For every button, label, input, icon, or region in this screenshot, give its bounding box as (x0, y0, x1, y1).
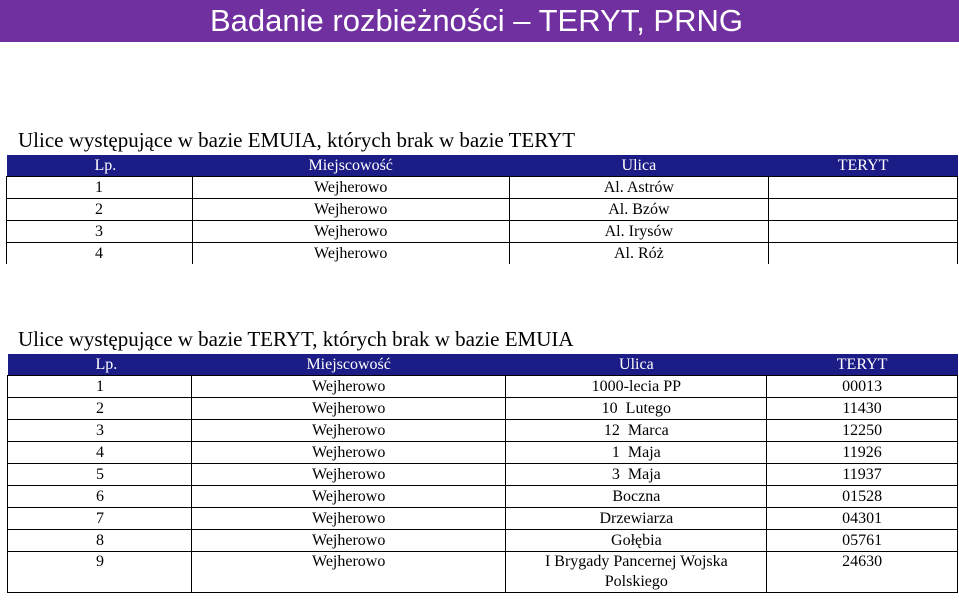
cell-lp: 4 (7, 243, 193, 265)
table-row (8, 552, 958, 593)
table-emuia-missing-in-teryt (6, 155, 958, 264)
section1-heading: Ulice występujące w bazie EMUIA, których brak w bazie TERYT (18, 128, 576, 152)
cell-teryt (769, 177, 958, 199)
col-header-lp: Lp. (7, 155, 193, 177)
cell-lp: 3 (8, 420, 192, 442)
cell-teryt (769, 243, 958, 265)
cell-lp: 1 (7, 177, 193, 199)
table-row (7, 177, 958, 199)
table-row (8, 464, 958, 486)
cell-lp: 3 (7, 221, 193, 243)
cell-teryt (769, 221, 958, 243)
cell-lp: 2 (8, 398, 192, 420)
table-header-row (8, 354, 958, 376)
cell-ulica: 10 Lutego (506, 398, 767, 420)
col-header-teryt: TERYT (769, 155, 958, 177)
table-row (8, 442, 958, 464)
cell-miejscowosc: Wejherowo (192, 177, 509, 199)
section2-heading: Ulice występujące w bazie TERYT, których brak w bazie EMUIA (18, 327, 574, 351)
table-row (8, 398, 958, 420)
col-header-miejscowosc: Miejscowość (192, 155, 509, 177)
cell-miejscowosc: Wejherowo (192, 199, 509, 221)
table-row (7, 243, 958, 265)
cell-lp: 9 (8, 552, 192, 593)
col-header-ulica: Ulica (509, 155, 769, 177)
cell-teryt: 11926 (767, 442, 958, 464)
cell-ulica: 12 Marca (506, 420, 767, 442)
cell-lp: 2 (7, 199, 193, 221)
cell-miejscowosc: Wejherowo (192, 243, 509, 265)
table-row (7, 221, 958, 243)
cell-ulica: Boczna (506, 486, 767, 508)
cell-lp: 5 (8, 464, 192, 486)
cell-ulica: Al. Bzów (509, 199, 769, 221)
table-row (8, 486, 958, 508)
cell-lp: 4 (8, 442, 192, 464)
table-teryt-missing-in-emuia (7, 354, 958, 593)
cell-teryt: 11430 (767, 398, 958, 420)
col-header-teryt: TERYT (767, 354, 958, 376)
table-row (8, 420, 958, 442)
col-header-miejscowosc: Miejscowość (191, 354, 506, 376)
cell-miejscowosc: Wejherowo (191, 486, 506, 508)
cell-teryt: 01528 (767, 486, 958, 508)
cell-miejscowosc: Wejherowo (191, 398, 506, 420)
col-header-lp: Lp. (8, 354, 192, 376)
cell-ulica: 3 Maja (506, 464, 767, 486)
cell-teryt: 05761 (767, 530, 958, 552)
col-header-ulica: Ulica (506, 354, 767, 376)
page-title: Badanie rozbieżności – TERYT, PRNG (210, 3, 743, 38)
cell-miejscowosc: Wejherowo (191, 420, 506, 442)
cell-teryt (769, 199, 958, 221)
table-row (8, 508, 958, 530)
cell-teryt: 24630 (767, 552, 958, 593)
cell-lp: 1 (8, 376, 192, 398)
cell-ulica: Al. Astrów (509, 177, 769, 199)
cell-teryt: 11937 (767, 464, 958, 486)
cell-ulica: I Brygady Pancernej Wojska Polskiego (506, 552, 767, 593)
cell-teryt: 00013 (767, 376, 958, 398)
cell-lp: 7 (8, 508, 192, 530)
cell-ulica: Al. Irysów (509, 221, 769, 243)
cell-ulica: Drzewiarza (506, 508, 767, 530)
cell-lp: 6 (8, 486, 192, 508)
cell-ulica: 1000-lecia PP (506, 376, 767, 398)
table-row (8, 530, 958, 552)
cell-miejscowosc: Wejherowo (191, 376, 506, 398)
cell-miejscowosc: Wejherowo (192, 221, 509, 243)
cell-miejscowosc: Wejherowo (191, 442, 506, 464)
cell-miejscowosc: Wejherowo (191, 464, 506, 486)
cell-lp: 8 (8, 530, 192, 552)
cell-ulica: Al. Róż (509, 243, 769, 265)
cell-miejscowosc: Wejherowo (191, 530, 506, 552)
cell-teryt: 12250 (767, 420, 958, 442)
table-row (7, 199, 958, 221)
cell-teryt: 04301 (767, 508, 958, 530)
cell-miejscowosc: Wejherowo (191, 552, 506, 593)
table-header-row (7, 155, 958, 177)
cell-miejscowosc: Wejherowo (191, 508, 506, 530)
cell-ulica: Gołębia (506, 530, 767, 552)
table-row (8, 376, 958, 398)
title-bar (0, 0, 959, 42)
cell-ulica: 1 Maja (506, 442, 767, 464)
